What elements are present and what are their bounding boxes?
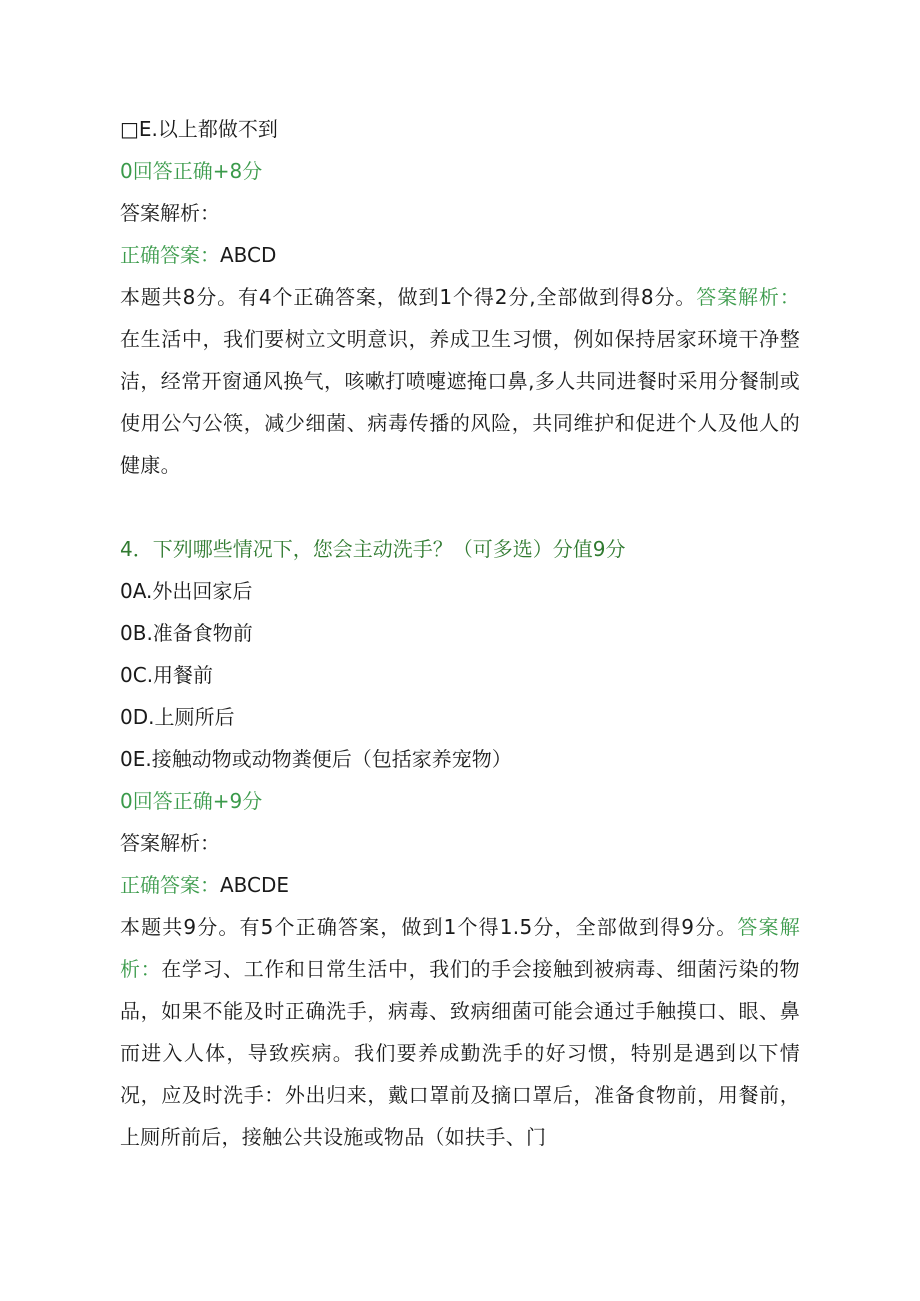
q3-option-e[interactable]: □E.以上都做不到 (120, 117, 278, 141)
q4-explain-label: 答案解析： (120, 915, 800, 981)
q4-result: 0回答正确+9分 (120, 789, 263, 813)
q4-correct-value: ABCDE (220, 873, 290, 897)
q4-analysis-label: 答案解析： (120, 831, 220, 855)
q4-explain-text: 在学习、工作和日常生活中，我们的手会接触到被病毒、细菌污染的物品，如果不能及时正确洗手，病毒、致病细菌可能会通过手触摸口、眼、鼻而进入人体，导致疾病。我们要养成勤洗手的好习惯，特别是遇到以下情况，应及时洗手：外出归来，戴口罩前及摘口罩后，准备食物前，用餐前，上厕所前后，接触公共设施或物品（如扶手、门 (120, 957, 800, 1149)
q4-explanation (120, 906, 800, 1158)
document-page (120, 108, 800, 1158)
q4-option-b[interactable]: 0B.准备食物前 (120, 621, 253, 645)
q4-correct-answer (120, 864, 800, 906)
q4-title: 4．下列哪些情况下，您会主动洗手？（可多选）分值9分 (120, 537, 626, 561)
q3-result: 0回答正确+8分 (120, 159, 263, 183)
q4-option-a[interactable]: 0A.外出回家后 (120, 579, 253, 603)
q3-explain-label: 答案解析： (696, 285, 800, 309)
q3-explanation (120, 276, 800, 486)
q3-correct-label: 正确答案： (120, 243, 220, 267)
q4-option-c[interactable]: 0C.用餐前 (120, 663, 214, 687)
q3-explain-text: 在生活中，我们要树立文明意识，养成卫生习惯，例如保持居家环境干净整洁，经常开窗通风换气，咳嗽打喷嚏遮掩口鼻,多人共同进餐时采用分餐制或使用公勺公筷，减少细菌、病毒传播的风险，共同维护和促进个人及他人的健康。 (120, 327, 800, 477)
q3-score-text: 本题共8分。有4个正确答案，做到1个得2分,全部做到得8分。 (120, 285, 697, 309)
q4-option-e[interactable]: 0E.接触动物或动物粪便后（包括家养宠物） (120, 747, 512, 771)
q3-correct-answer (120, 234, 800, 276)
section-gap (120, 486, 800, 528)
q3-correct-value: ABCD (220, 243, 277, 267)
q4-correct-label: 正确答案： (120, 873, 220, 897)
q3-analysis-label: 答案解析： (120, 201, 220, 225)
q4-score-text: 本题共9分。有5个正确答案，做到1个得1.5分，全部做到得9分。 (120, 915, 738, 939)
q4-option-d[interactable]: 0D.上厕所后 (120, 705, 235, 729)
